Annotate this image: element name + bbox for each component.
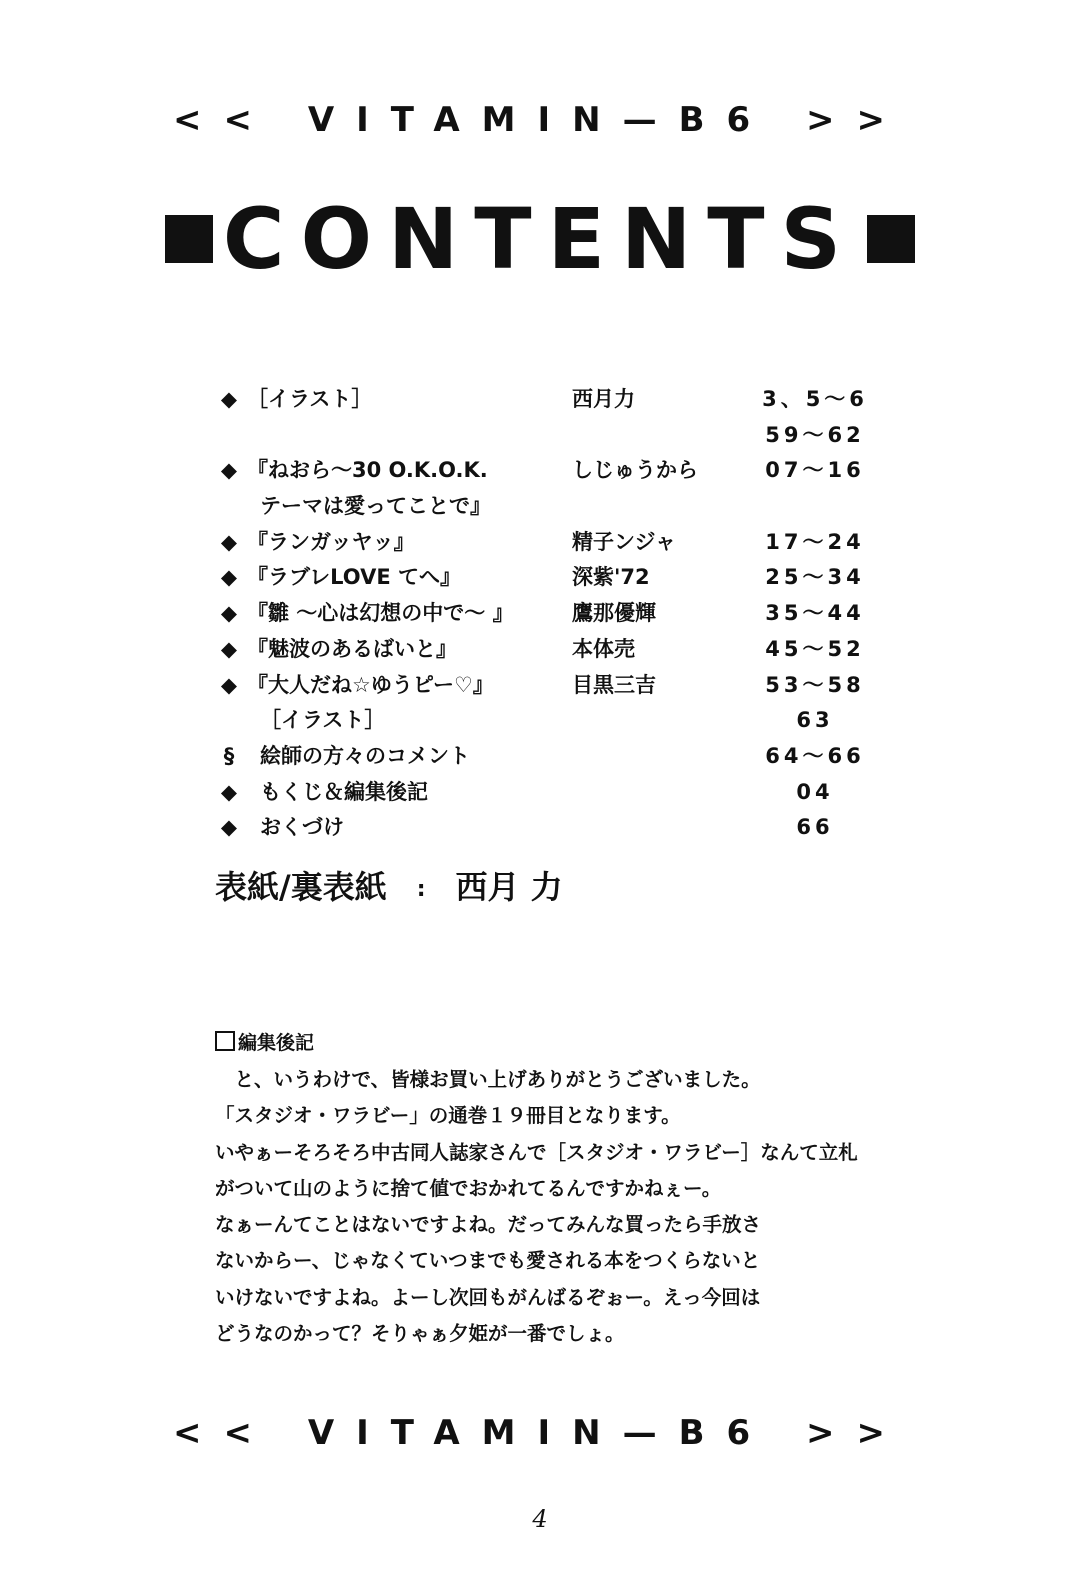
toc-pages: 04 [796,779,834,804]
toc-row [215,810,875,846]
postscript-heading [215,1028,865,1062]
toc-row [215,775,875,811]
toc-title: ［イラスト］ [247,387,373,411]
toc-row [215,739,875,775]
toc-pages: 59～62 [765,422,865,447]
toc-pages: 17～24 [765,529,865,554]
cover-label: 表紙/裏表紙 [215,868,387,906]
toc-pages: 3、5～6 [762,387,868,411]
postscript-line: 「スタジオ・ワラビー」の通巻１９冊目となります。 [215,1104,681,1128]
postscript-heading-text: 編集後記 [238,1032,315,1054]
postscript-line: いけないですよね。よーし次回もがんばるぞぉー。えっ今回は [215,1285,761,1309]
toc-title: 『大人だね☆ゆうピー♡』 [247,672,494,697]
toc-pages: 35～44 [765,601,865,626]
square-outline-icon [215,1031,235,1051]
toc-row [215,560,875,596]
diamond-bullet-icon: ◆ [220,636,238,661]
toc-author: 精子ンジャ [572,529,677,554]
cover-separator: : [416,876,426,902]
cover-credit [215,862,563,908]
diamond-bullet-icon: ◆ [220,779,238,804]
toc-author: 西月力 [572,387,635,411]
postscript-line: と、いうわけで、皆様お買い上げありがとうございました。 [215,1068,761,1091]
postscript-line: がついて山のように捨て値でおかれてるんですかねぇー。 [215,1176,722,1200]
diamond-bullet-icon: ◆ [220,565,238,590]
black-square-icon [867,215,915,263]
contents-title-text: CONTENTS [222,190,858,288]
diamond-bullet-icon: ◆ [220,601,238,626]
toc-author: しじゅうから [572,458,698,483]
toc-author: 目黒三吉 [572,672,656,697]
section-sign-icon: § [223,743,235,768]
diamond-bullet-icon: ◆ [220,529,238,554]
toc-pages: 25～34 [765,565,865,590]
toc-row [215,418,875,454]
black-square-icon [165,215,213,263]
toc-row [215,703,875,739]
toc-pages: 64～66 [765,743,865,768]
toc-pages: 63 [796,708,834,733]
toc-row [215,525,875,561]
toc-title: 『魅波のあるばいと』 [247,636,457,661]
toc-title: 『雛 ～心は幻想の中で～ 』 [247,601,514,626]
toc-pages: 07～16 [765,458,865,483]
toc-author: 鷹那優輝 [572,601,656,626]
toc-title: 『ラブレLOVE てへ』 [247,565,461,590]
toc-title: 絵師の方々のコメント [260,743,470,768]
toc-author: 深紫'72 [572,565,650,590]
toc-row [215,632,875,668]
toc-row [215,382,875,418]
cover-artist: 西月 力 [455,868,563,906]
diamond-bullet-icon: ◆ [220,815,238,840]
toc-title: もくじ＆編集後記 [260,779,428,804]
postscript-line: ないからー、じゃなくていつまでも愛される本をつくらないと [215,1249,761,1273]
diamond-bullet-icon: ◆ [220,672,238,697]
postscript-line: どうなのかって？そりゃぁ夕姫が一番でしょ。 [215,1322,625,1346]
postscript-line: なぁーんてことはないですよね。だってみんな買ったら手放さ [215,1213,762,1237]
toc-pages: 53～58 [765,672,865,697]
header-banner: << VITAMIN—B6 >> [173,100,907,140]
postscript-line: いやぁーそろそろ中古同人誌家さんで［スタジオ・ワラビー］なんて立札 [215,1140,858,1164]
toc-pages: 45～52 [765,636,865,661]
toc-row [215,668,875,704]
toc-author: 本体売 [572,636,635,661]
toc-title: おくづけ [260,815,344,840]
footer-banner: << VITAMIN—B6 >> [173,1413,907,1453]
page-number: 4 [532,1505,548,1533]
toc-row [215,453,875,489]
toc-row [215,596,875,632]
diamond-bullet-icon: ◆ [220,387,238,411]
table-of-contents [215,382,875,846]
toc-pages: 66 [796,815,834,840]
editors-postscript [215,1028,865,1352]
contents-title [0,190,1080,288]
toc-title: 『ねおら～30 O.K.O.K. [247,458,488,483]
toc-title-continuation: テーマは愛ってことで』 [260,494,491,519]
diamond-bullet-icon: ◆ [220,458,238,483]
toc-title: ［イラスト］ [260,708,386,733]
toc-title: 『ランガッヤッ』 [247,529,415,554]
toc-row [215,489,875,525]
